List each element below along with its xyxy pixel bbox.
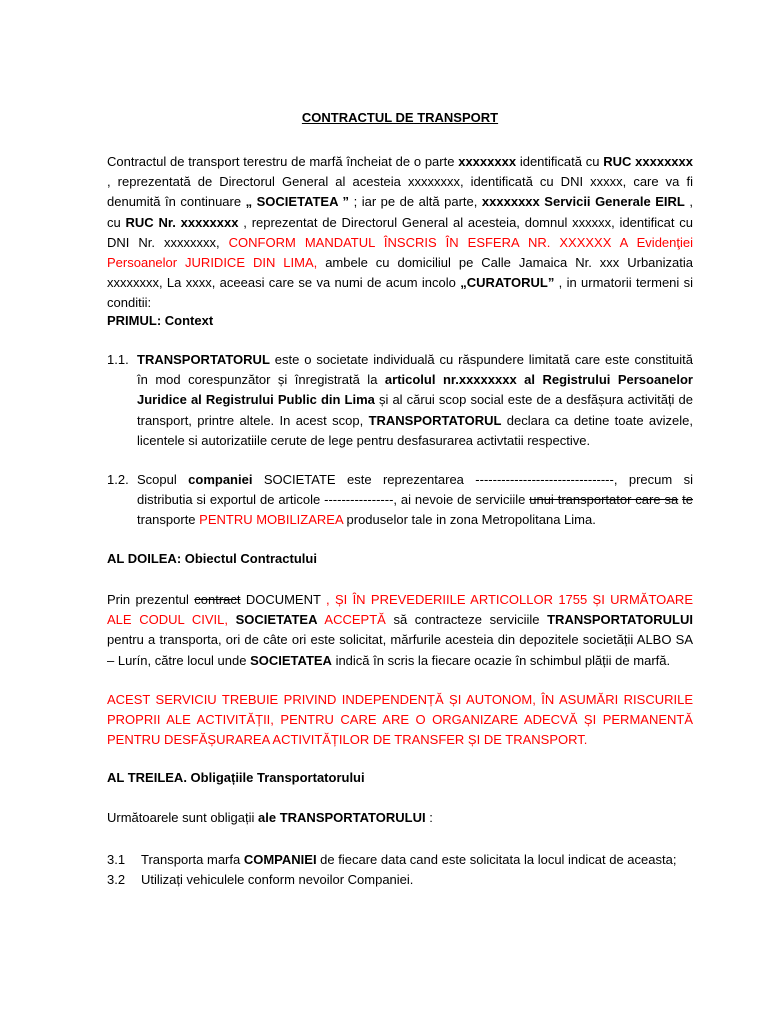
clause-text: Scopul companiei SOCIETATE este reprezentarea --------------------------------, precum si distributia si exportul de articole ----------------, ai nevoie de serviciile unui transportator care sa te transporte PENTRU MOBILIZAREA produselor tale in zona Metropolitana Lima. [137,472,693,528]
section-heading-context: PRIMUL: Context [107,313,214,328]
clause-1-1 [107,350,693,451]
clause-number: 1.1. [107,352,129,367]
document-title: CONTRACTUL DE TRANSPORT [301,110,499,125]
clause-1-2 [107,470,693,531]
service-statement: ACEST SERVICIU TREBUIE PRIVIND INDEPENDENȚĂ ȘI AUTONOM, ÎN ASUMĂRI RISCURILE PROPRII ALE ACTIVITĂȚII, PENTRU CARE ARE O ORGANIZARE ADECVĂ ȘI PERMANENTĂ PENTRU DESFĂȘURAREA ACTIVITĂȚILOR DE TRANSFER ȘI DE TRANSPORT. [107,692,693,748]
intro-paragraph: Contractul de transport terestru de marfă încheiat de o parte xxxxxxxx identificată cu RUC xxxxxxxx , reprezentată de Directorul General al acesteia xxxxxxxx, identificată cu DNI xxxxx, care va fi denumită în continuare „ SOCIETATEA ” ; iar pe de altă parte, xxxxxxxx Servicii Generale EIRL , cu RUC Nr. xxxxxxxx , reprezentat de Directorul General al acesteia, domnul xxxxxx, identificat cu DNI Nr. xxxxxxxx, CONFORM MANDATUL ÎNSCRIS ÎN ESFERA NR. XXXXXX A Evidenţiei Persoanelor JURIDICE DIN LIMA, ambele cu domiciliul pe Calle Jamaica Nr. xxx Urbanizatia xxxxxxxx, La xxxx, aceeasi care se va numi de acum incolo „CURATORUL” , in urmatorii termeni si conditii: [107,154,694,311]
obligation-item: 3.2 Utilizați vehiculele conform nevoilor Companiei. [107,872,414,887]
object-paragraph: Prin prezentul contract DOCUMENT , ȘI ÎN PREVEDERIILE ARTICOLLOR 1755 ȘI URMĂTOARE ALE CODUL CIVIL, SOCIETATEA ACCEPTĂ să contracteze serviciile TRANSPORTATORULUI pentru a transporta, ori de câte ori este solicitat, mărfurile acesteia din depozitele societății ALBO SA – Lurín, către locul unde SOCIETATEA indică în scris la fiecare ocazie în schimbul plății de marfă. [107,592,693,668]
clause-number: 1.2. [107,472,129,487]
obligation-item: 3.1 Transporta marfa COMPANIEI de fiecare data cand este solicitata la locul indicat de aceasta; [107,852,677,867]
section-heading-obligations: AL TREILEA. Obligațiile Transportatorului [107,770,365,785]
clause-text: TRANSPORTATORUL este o societate individuală cu răspundere limitată care este constituită în mod corespunzător și înregistrată la articolul nr.xxxxxxxx al Registrului Persoanelor Juridice al Registrului Public din Lima și al cărui scop social este de a desfășura activități de transport, printre altele. In acest scop, TRANSPORTATORUL declara ca detine toate avizele, licentele si autorizatiile cerute de lege pentru desfasurarea activtatii respective. [137,352,693,448]
obligations-intro: Următoarele sunt obligații ale TRANSPORTATORULUI : [107,810,433,825]
section-heading-object: AL DOILEA: Obiectul Contractului [107,551,317,566]
